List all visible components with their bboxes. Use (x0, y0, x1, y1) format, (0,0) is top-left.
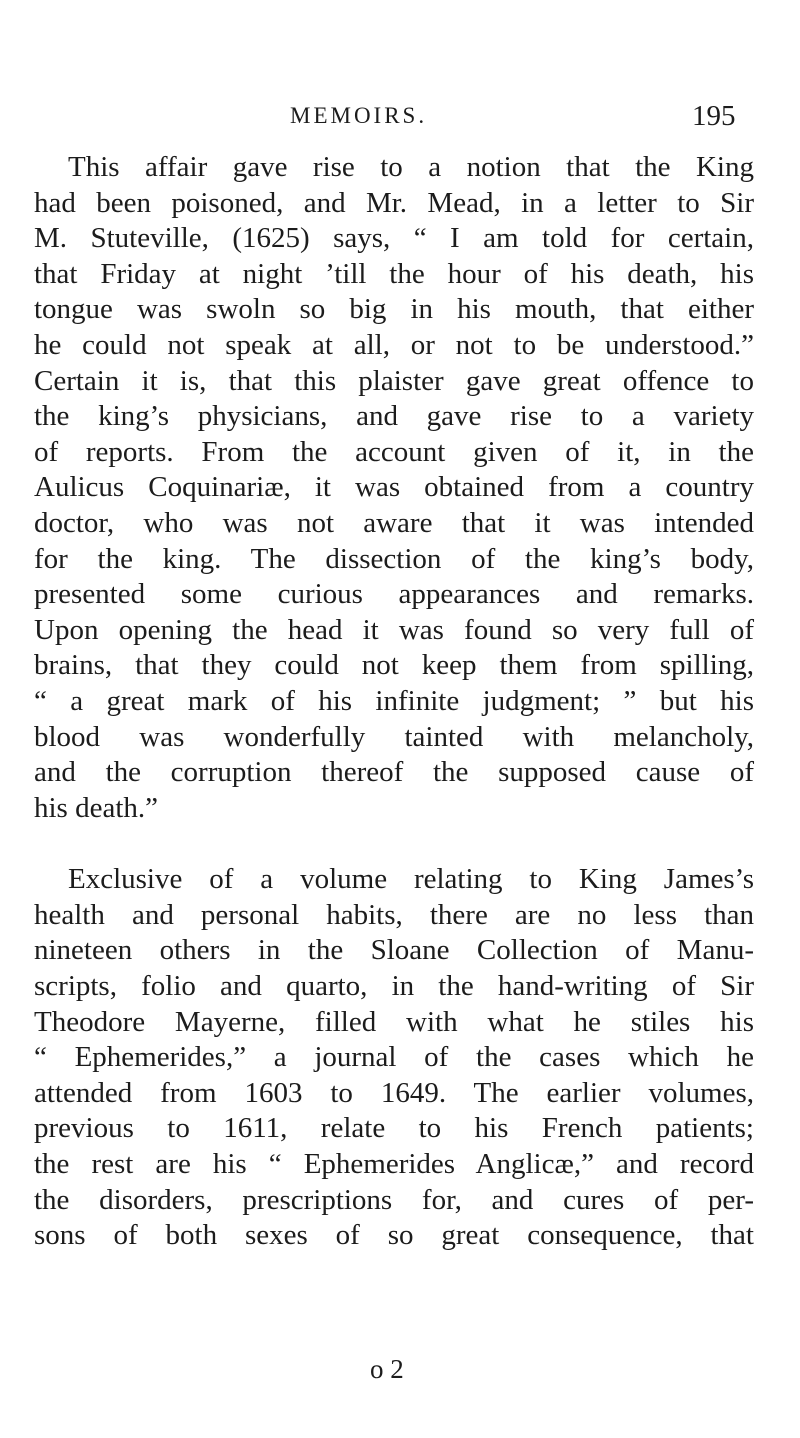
signature-mark: o 2 (370, 1354, 404, 1384)
text-line: of reports. From the account given of it, in the (34, 435, 754, 468)
text-line: the disorders, prescriptions for, and cures of per- (34, 1183, 754, 1216)
text-line: nineteen others in the Sloane Collection of Manu- (34, 934, 754, 967)
paragraph-1 (34, 150, 754, 826)
text-line: M. Stuteville, (1625) says, “ I am told for certain, (34, 222, 754, 255)
text-line: Aulicus Coquinariæ, it was obtained from a country (34, 471, 754, 504)
text-line: “ Ephemerides,” a journal of the cases which he (34, 1041, 754, 1074)
running-head (0, 100, 800, 137)
paragraph-2 (34, 862, 754, 1254)
text-line: that Friday at night ’till the hour of his death, his (34, 257, 754, 290)
text-line: the king’s physicians, and gave rise to a variety (34, 400, 754, 433)
page-number: 195 (692, 100, 736, 132)
text-line: Theodore Mayerne, filled with what he stiles his (34, 1005, 754, 1038)
text-line: scripts, folio and quarto, in the hand-writing of Sir (34, 970, 754, 1003)
text-line: brains, that they could not keep them from spilling, (34, 649, 754, 682)
text-line: had been poisoned, and Mr. Mead, in a letter to Sir (34, 186, 754, 219)
body-text (34, 150, 754, 1254)
text-line: Upon opening the head it was found so very full of (34, 613, 754, 646)
text-line: Certain it is, that this plaister gave great offence to (34, 364, 754, 397)
running-title: MEMOIRS. (290, 103, 428, 128)
text-line: his death.” (34, 791, 159, 824)
text-line: he could not speak at all, or not to be understood.” (34, 328, 754, 361)
text-line: Exclusive of a volume relating to King James’s (68, 863, 754, 896)
text-line: the rest are his “ Ephemerides Anglicæ,” and record (34, 1148, 754, 1181)
text-line: sons of both sexes of so great consequence, that (34, 1219, 754, 1252)
text-line: presented some curious appearances and remarks. (34, 578, 754, 611)
text-line: This affair gave rise to a notion that the King (68, 151, 754, 183)
text-line: tongue was swoln so big in his mouth, that either (34, 293, 754, 326)
text-line: health and personal habits, there are no less than (34, 898, 754, 931)
text-line: doctor, who was not aware that it was intended (34, 506, 754, 539)
text-line: attended from 1603 to 1649. The earlier volumes, (34, 1076, 754, 1109)
text-line: “ a great mark of his infinite judgment; ” but his (34, 684, 754, 717)
text-line: and the corruption thereof the supposed cause of (34, 756, 754, 789)
text-line: blood was wonderfully tainted with melancholy, (34, 720, 754, 753)
text-line: previous to 1611, relate to his French patients; (34, 1112, 754, 1145)
text-line: for the king. The dissection of the king’s body, (34, 542, 754, 575)
